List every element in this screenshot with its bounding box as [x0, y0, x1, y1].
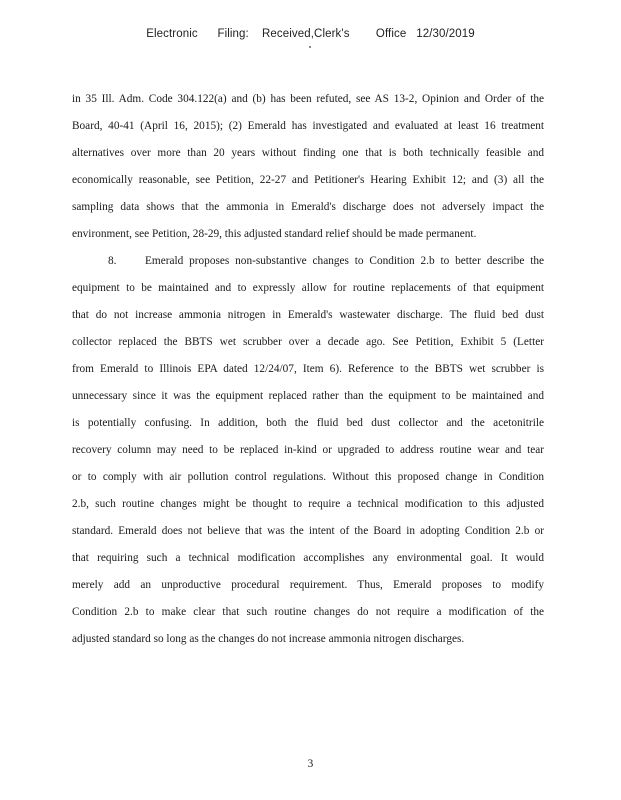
paragraph-line: or to comply with air pollution control regulations. Without this proposed change in Condition [72, 471, 544, 483]
paragraph-line: unnecessary since it was the equipment replaced rather than the equipment to be maintained and [72, 390, 544, 402]
body-line: alternatives over more than 20 years without finding one that is both technically feasible and [72, 147, 544, 159]
paragraph-line: is potentially confusing. In addition, both the fluid bed dust collector and the acetonitrile [72, 417, 544, 429]
paragraph-line: from Emerald to Illinois EPA dated 12/24/07, Item 6). Reference to the BBTS wet scrubber is [72, 363, 544, 375]
paragraph-line: Condition 2.b to make clear that such routine changes do not require a modification of the [72, 606, 544, 618]
body-line: environment, see Petition, 28-29, this adjusted standard relief should be made permanent. [72, 228, 477, 240]
paragraph-line: merely add an unproductive procedural requirement. Thus, Emerald proposes to modify [72, 579, 544, 591]
body-line: Board, 40-41 (April 16, 2015); (2) Emerald has investigated and evaluated at least 16 treatment [72, 120, 544, 132]
paragraph-line: that do not increase ammonia nitrogen in Emerald's wastewater discharge. The fluid bed dust [72, 309, 544, 321]
paragraph-line: collector replaced the BBTS wet scrubber over a decade ago. See Petition, Exhibit 5 (Letter [72, 336, 544, 348]
body-line: sampling data shows that the ammonia in Emerald's discharge does not adversely impact the [72, 201, 544, 213]
paragraph-line: Emerald proposes non-substantive changes to Condition 2.b to better describe the [145, 255, 544, 267]
paragraph-number: 8. [108, 255, 117, 267]
paragraph-line: 2.b, such routine changes might be thought to require a technical modification to this adjusted [72, 498, 544, 510]
header-mark [309, 46, 311, 48]
filing-header: Electronic Filing: Received,Clerk's Office 12/30/2019 [146, 28, 475, 40]
paragraph-line: equipment to be maintained and to expressly allow for routine replacements of that equipment [72, 282, 544, 294]
paragraph-line: recovery column may need to be replaced in-kind or upgraded to address routine wear and tear [72, 444, 544, 456]
paragraph-line: standard. Emerald does not believe that was the intent of the Board in adopting Condition 2.b or [72, 525, 544, 537]
paragraph-line: adjusted standard so long as the changes do not increase ammonia nitrogen discharges. [72, 633, 465, 645]
body-line: economically reasonable, see Petition, 22-27 and Petitioner's Hearing Exhibit 12; and (3) all the [72, 174, 544, 186]
paragraph-line: that requiring such a technical modification accomplishes any environmental goal. It would [72, 552, 544, 564]
page-number: 3 [307, 758, 314, 770]
body-line: in 35 Ill. Adm. Code 304.122(a) and (b) has been refuted, see AS 13-2, Opinion and Order of the [72, 93, 544, 105]
